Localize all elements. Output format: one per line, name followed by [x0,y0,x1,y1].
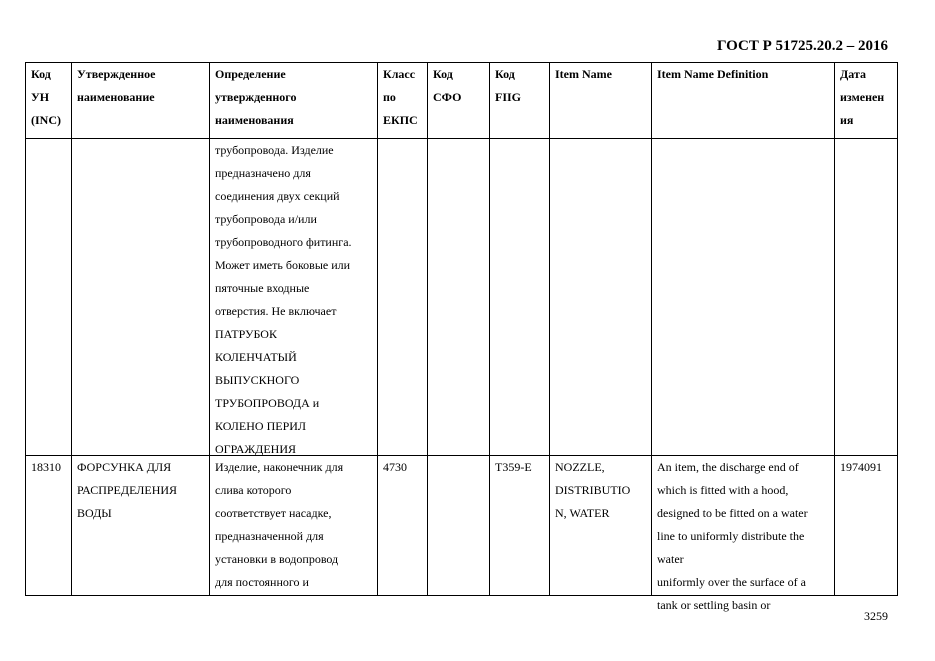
col-header-inc: Код УН (INC) [26,63,72,139]
col-header-item-def: Item Name Definition [652,63,835,139]
cell-item-name [550,139,652,456]
col-header-name: Утвержденное наименование [72,63,210,139]
cell-date [835,139,898,456]
cell-item-name: NOZZLE, DISTRIBUTIO N, WATER [550,456,652,596]
cell-fiig [490,139,550,456]
cell-name: ФОРСУНКА ДЛЯ РАСПРЕДЕЛЕНИЯ ВОДЫ [72,456,210,596]
table-row-continuation [26,139,898,456]
col-header-date: Дата изменен ия [835,63,898,139]
cell-inc: 18310 [26,456,72,596]
cell-date: 1974091 [835,456,898,596]
page-number: 3259 [864,609,888,623]
cell-ekps: 4730 [378,456,428,596]
cell-sfo [428,456,490,596]
cell-item-def [652,139,835,456]
cell-item-def: An item, the discharge end of which is fitted with a hood, designed to be fitted on a water line to uniformly distribute the water uniformly over the surface of a tank or settling basin or [652,456,835,596]
col-header-definition: Определение утвержденного наименования [210,63,378,139]
cell-definition: трубопровода. Изделие предназначено для соединения двух секций трубопровода и/или трубопроводного фитинга. Может иметь боковые или пяточные входные отверстия. Не включает ПАТРУБОК КОЛЕНЧАТЫЙ ВЫПУСКНОГО ТРУБОПРОВОДА и КОЛЕНО ПЕРИЛ ОГРАЖДЕНИЯ [210,139,378,456]
col-header-ekps: Класс по ЕКПС [378,63,428,139]
table-header-row [26,63,898,139]
col-header-item-name: Item Name [550,63,652,139]
cell-inc [26,139,72,456]
col-header-sfo: Код СФО [428,63,490,139]
col-header-fiig: Код FIIG [490,63,550,139]
cell-fiig: T359-E [490,456,550,596]
cell-name [72,139,210,456]
cell-sfo [428,139,490,456]
table-row [26,456,898,596]
cell-definition: Изделие, наконечник для слива которого соответствует насадке, предназначенной для установки в водопровод для постоянного и [210,456,378,596]
standard-header: ГОСТ Р 51725.20.2 – 2016 [716,38,888,54]
inc-table [25,62,898,612]
cell-ekps [378,139,428,456]
